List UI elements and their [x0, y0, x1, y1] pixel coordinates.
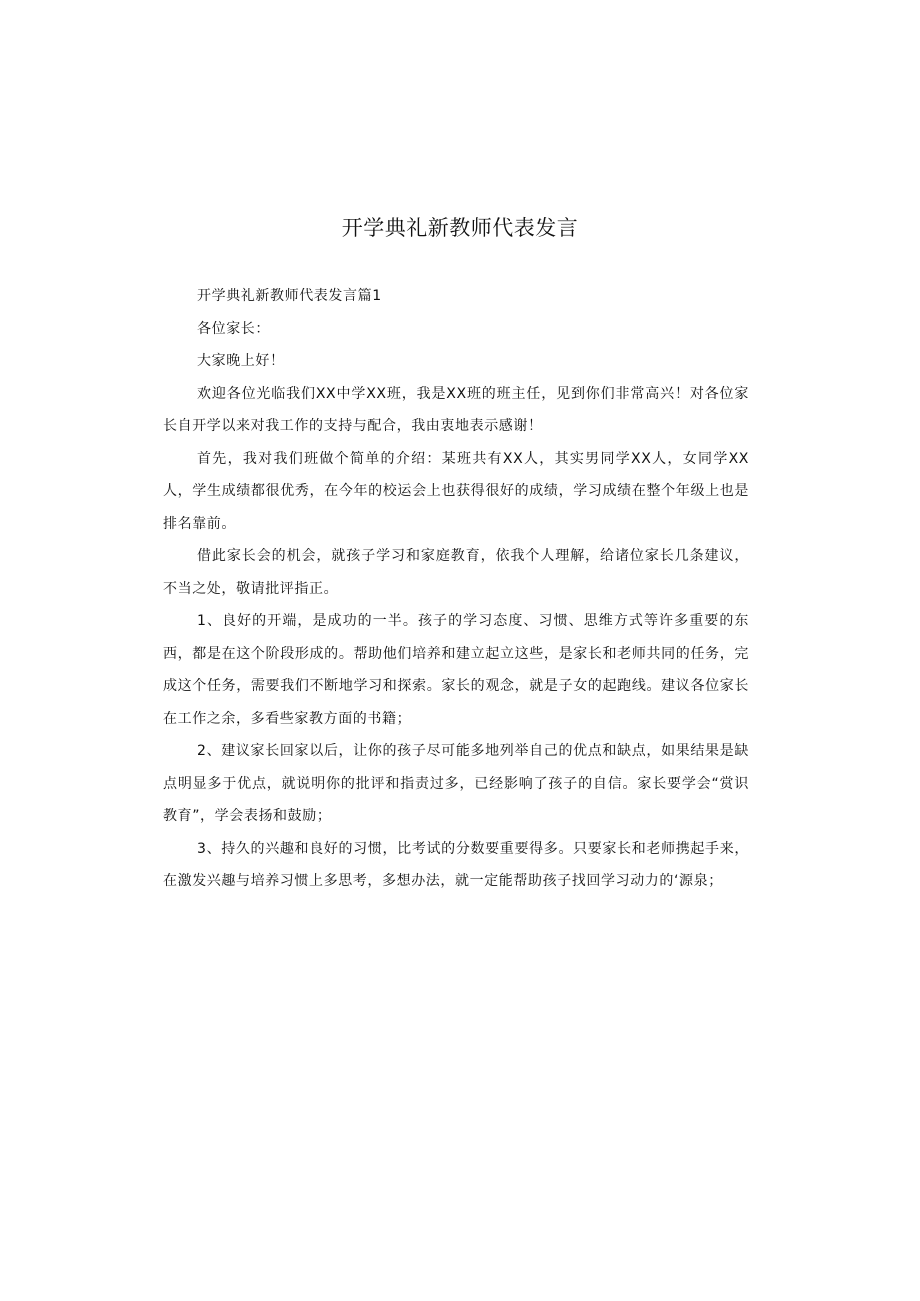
section-heading: 开学典礼新教师代表发言篇1: [197, 288, 382, 304]
paragraph-suggestion-3: 3、持久的兴趣和良好的习惯，比考试的分数要重要得多。只要家长和老师携起手来，在激发兴趣与培养习惯上多思考，多想办法，就一定能帮助孩子找回学习动力的‘源泉；: [163, 840, 749, 889]
salutation: 各位家长：: [197, 320, 270, 337]
paragraph-welcome: 欢迎各位光临我们XX中学XX班，我是XX班的班主任，见到你们非常高兴！对各位家长自开学以来对我工作的支持与配合，我由衷地表示感谢！: [163, 385, 749, 434]
paragraph-suggestion-2: 2、建议家长回家以后，让你的孩子尽可能多地列举自己的优点和缺点，如果结果是缺点明显多于优点，就说明你的批评和指责过多，已经影响了孩子的自信。家长要学会“赏识教育”，学会表扬和鼓励；: [163, 743, 749, 824]
document-body: [163, 280, 749, 898]
document-title: 开学典礼新教师代表发言: [341, 216, 579, 240]
paragraph-class-intro: 首先，我对我们班做个简单的介绍：某班共有XX人，其实男同学XX人，女同学XX人，学生成绩都很优秀，在今年的校运会上也获得很好的成绩，学习成绩在整个年级上也是排名靠前。: [163, 450, 749, 532]
greeting: 大家晚上好！: [197, 353, 285, 369]
paragraph-suggestion-1: 1、良好的开端，是成功的一半。孩子的学习态度、习惯、思维方式等许多重要的东西，都是在这个阶段形成的。帮助他们培养和建立起立这些，是家长和老师共同的任务，完成这个任务，需要我们不断地学习和探索。家长的观念，就是子女的起跑线。建议各位家长在工作之余，多看些家教方面的书籍；: [163, 613, 749, 727]
paragraph-suggestions-intro: 借此家长会的机会，就孩子学习和家庭教育，依我个人理解，给诸位家长几条建议，不当之处，敬请批评指正。: [163, 548, 749, 597]
